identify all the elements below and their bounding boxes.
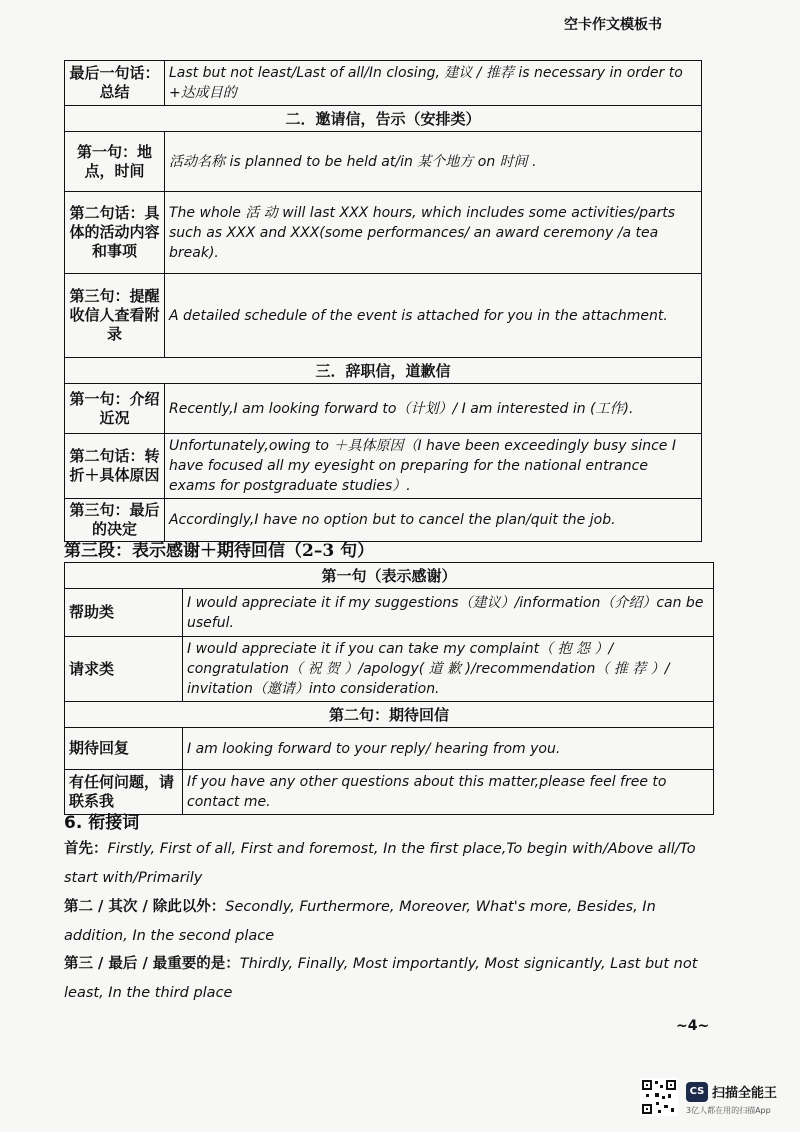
template-table-1 <box>64 60 702 542</box>
row-text: Last but not least/Last of all/In closing, 建议 / 推荐 is necessary in order to +达成目的 <box>165 61 702 106</box>
connector-text: Secondly, Furthermore, Moreover, What's more, Besides, In addition, In the second place <box>64 899 656 944</box>
row-label: 第一句：介绍近况 <box>65 384 165 434</box>
table-row <box>65 274 702 358</box>
connector-text: Firstly, First of all, First and foremost, In the first place,To begin with/Above all/To start with/Primarily <box>64 841 696 886</box>
section-title-reply: 第二句：期待回信 <box>65 702 714 728</box>
table-row <box>65 132 702 192</box>
row-label: 有任何问题，请联系我 <box>65 770 183 815</box>
connector-item <box>64 949 724 1008</box>
section-title-thanks: 第一句（表示感谢） <box>65 563 714 589</box>
template-table-2 <box>64 562 714 815</box>
brand-name: 扫描全能王 <box>712 1086 778 1101</box>
table-row <box>65 384 702 434</box>
table-row <box>65 770 714 815</box>
section-header-row <box>65 702 714 728</box>
connector-item <box>64 834 724 893</box>
section-title-2: 二．邀请信，告示（安排类） <box>65 106 702 132</box>
row-text: I am looking forward to your reply/ hearing from you. <box>183 728 714 770</box>
brand-slogan: 3亿人都在用的扫描App <box>686 1106 771 1115</box>
row-label: 第三句：提醒收信人查看附录 <box>65 274 165 358</box>
row-label: 最后一句话：总结 <box>65 61 165 106</box>
camscanner-logo: CS <box>686 1082 708 1102</box>
table-row <box>65 728 714 770</box>
table-row <box>65 61 702 106</box>
connector-item <box>64 892 724 951</box>
section-header-row <box>65 358 702 384</box>
row-text: A detailed schedule of the event is attached for you in the attachment. <box>165 274 702 358</box>
qr-code-icon <box>640 1078 678 1116</box>
paragraph-3-title: 第三段：表示感谢＋期待回信（2–3 句） <box>64 541 375 561</box>
table-row <box>65 434 702 499</box>
section-title-3: 三．辞职信，道歉信 <box>65 358 702 384</box>
row-label: 期待回复 <box>65 728 183 770</box>
row-label: 第一句：地点，时间 <box>65 132 165 192</box>
page-number: ~4~ <box>676 1018 710 1034</box>
connector-label: 第三 / 最后 / 最重要的是： <box>64 955 240 972</box>
section-header-row <box>65 106 702 132</box>
row-text: Accordingly,I have no option but to cancel the plan/quit the job. <box>165 499 702 542</box>
row-label: 第三句：最后的决定 <box>65 499 165 542</box>
row-label: 第二句话：转折＋具体原因 <box>65 434 165 499</box>
row-label: 帮助类 <box>65 589 183 637</box>
table-row <box>65 192 702 274</box>
row-text: Unfortunately,owing to ＋具体原因（I have been exceedingly busy since I have focused all my eyesight on preparing for the national entrance exams for postgraduate studies）. <box>165 434 702 499</box>
connectors-title: 6. 衔接词 <box>64 813 140 833</box>
row-text: 活动名称 is planned to be held at/in 某个地方 on 时间 . <box>165 132 702 192</box>
row-label: 第二句话：具体的活动内容和事项 <box>65 192 165 274</box>
scanner-watermark <box>640 1078 790 1118</box>
row-text: Recently,I am looking forward to（计划）/ I am interested in (工作). <box>165 384 702 434</box>
row-label: 请求类 <box>65 637 183 702</box>
page-header-title: 空卡作文模板书 <box>564 17 662 33</box>
connector-label: 第二 / 其次 / 除此以外： <box>64 898 226 915</box>
row-text: If you have any other questions about this matter,please feel free to contact me. <box>183 770 714 815</box>
connector-label: 首先： <box>64 840 108 857</box>
connector-text: Thirdly, Finally, Most importantly, Most signicantly, Last but not least, In the third place <box>64 956 698 1001</box>
row-text: I would appreciate it if my suggestions（建议）/information（介绍）can be useful. <box>183 589 714 637</box>
table-row <box>65 589 714 637</box>
section-header-row <box>65 563 714 589</box>
table-row <box>65 637 714 702</box>
row-text: I would appreciate it if you can take my complaint（ 抱 怨 ）/ congratulation（ 祝 贺 ）/apology( 道 歉 )/recommendation（ 推 荐 ）/ invitation（邀请）into consideration. <box>183 637 714 702</box>
row-text: The whole 活 动 will last XXX hours, which includes some activities/parts such as XXX and XXX(some performances/ an award ceremony /a tea break). <box>165 192 702 274</box>
